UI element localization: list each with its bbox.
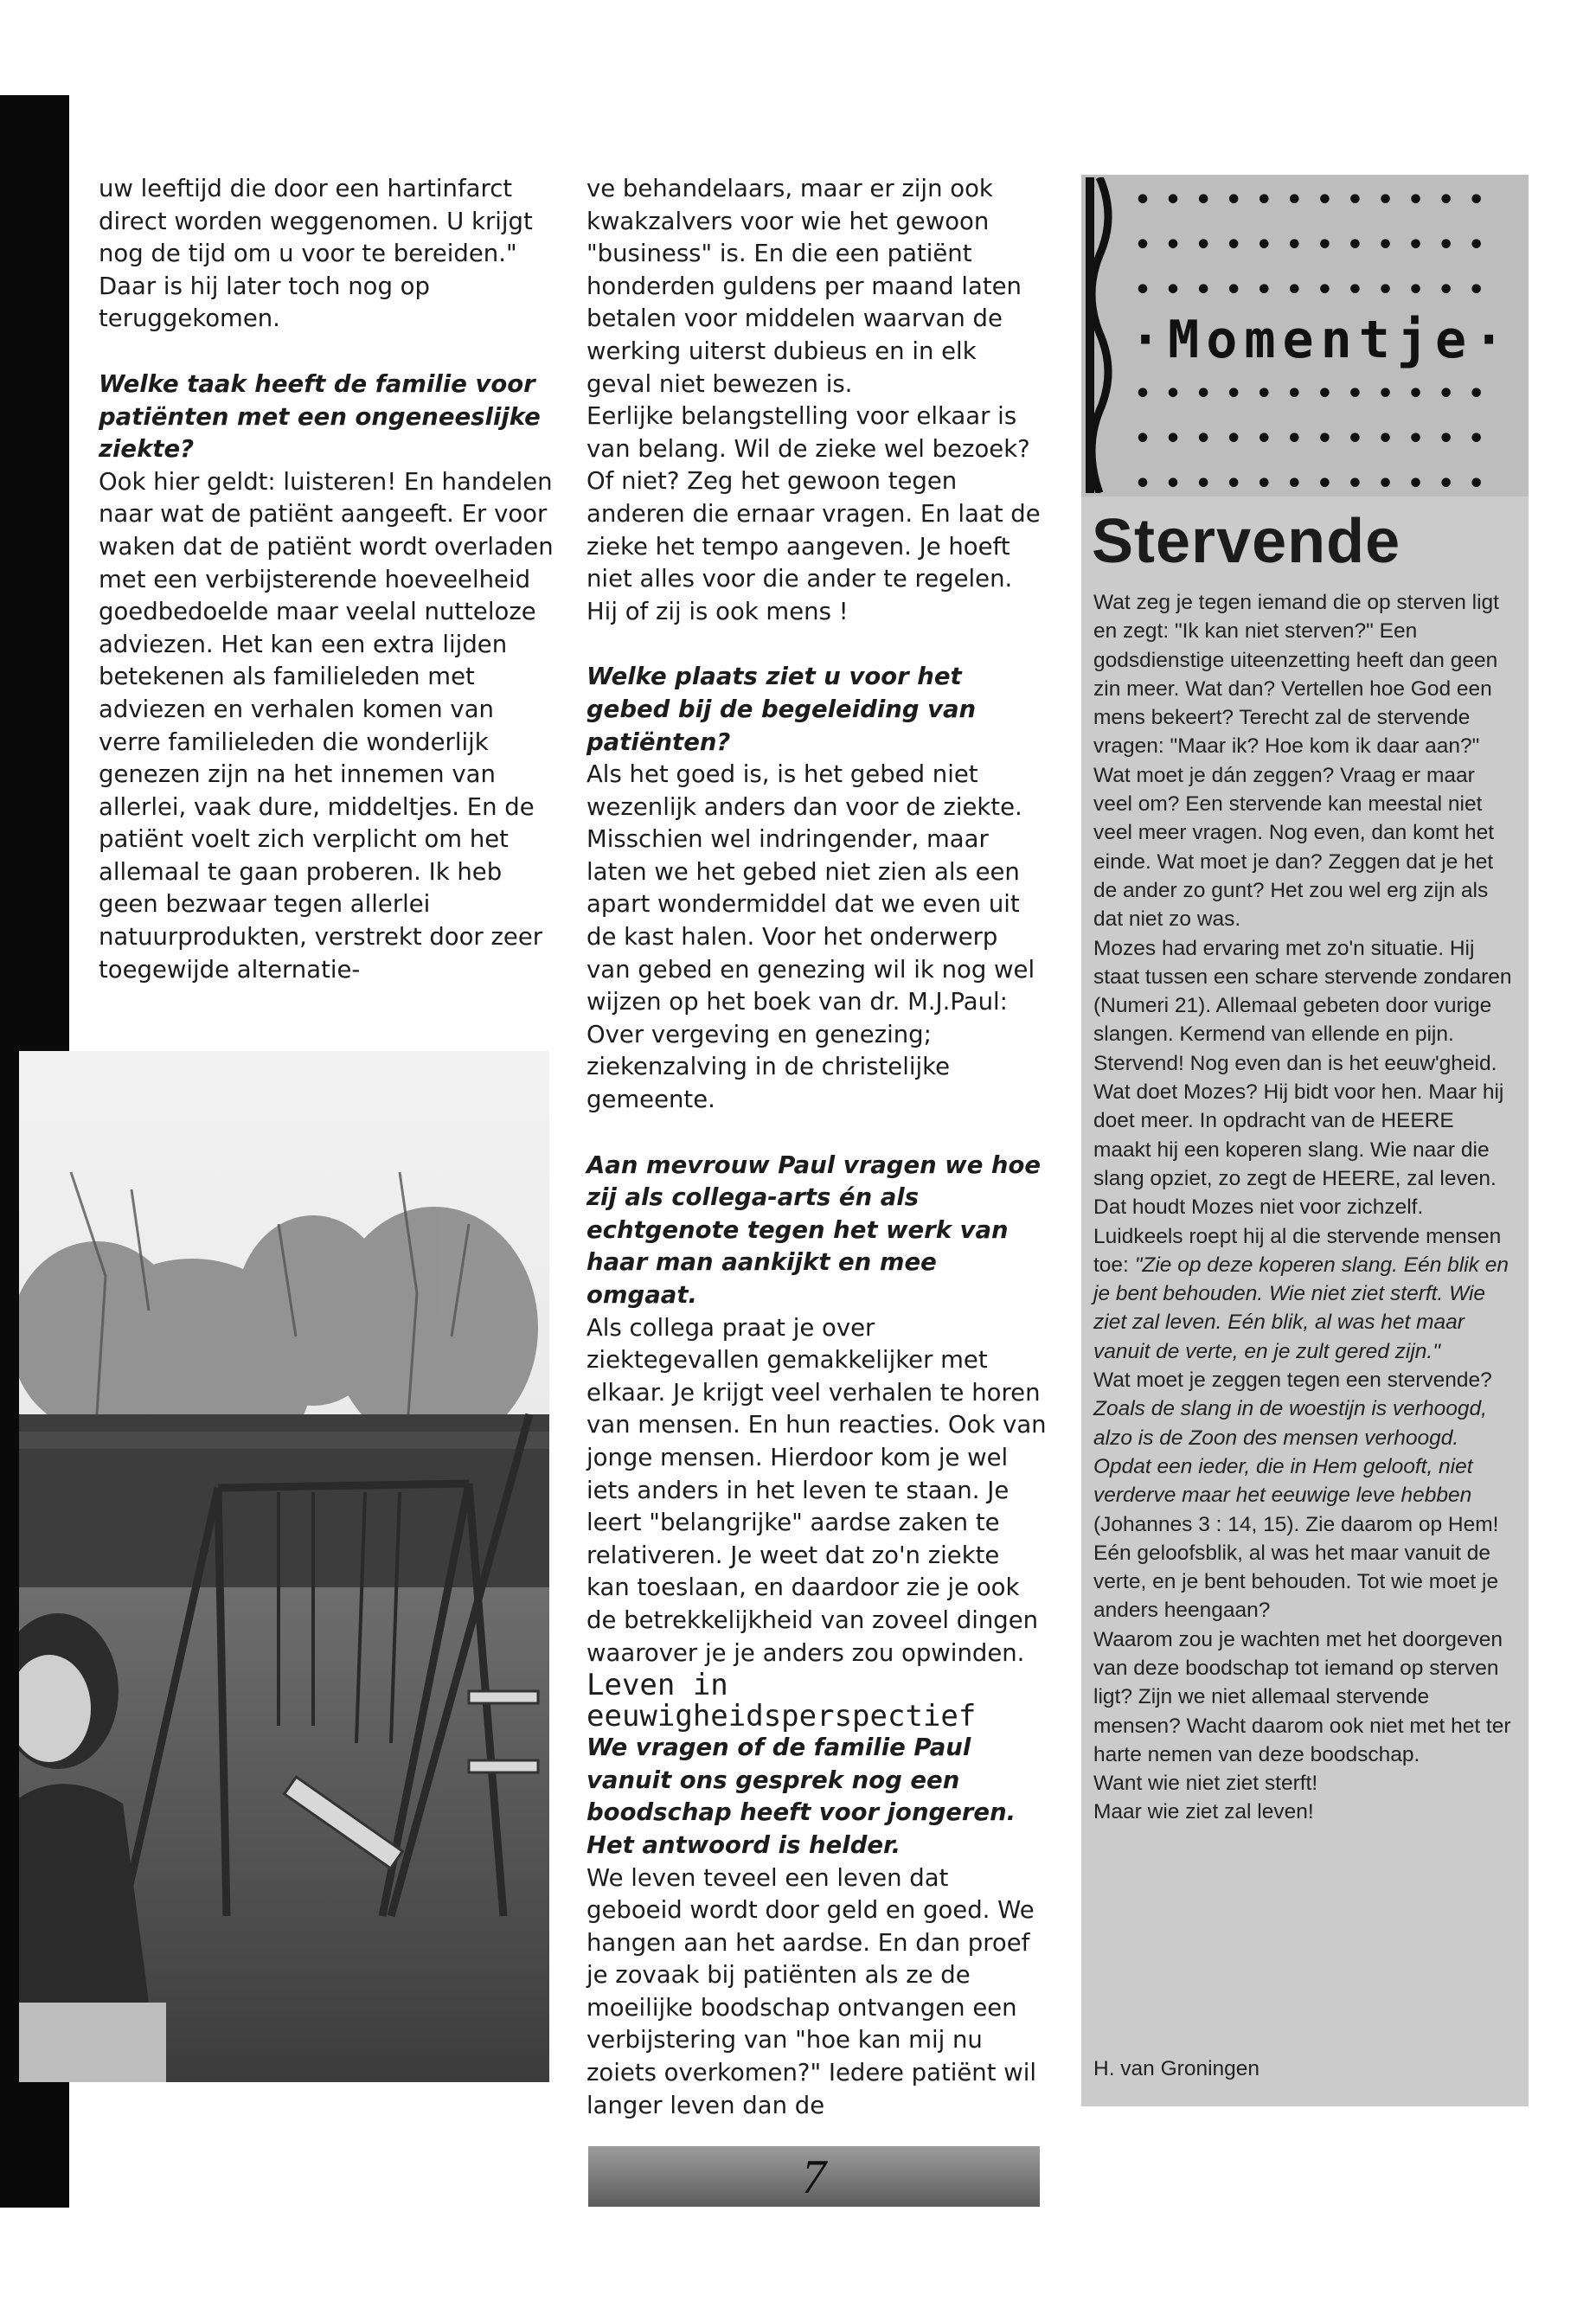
sidebar-author: H. van Groningen <box>1093 2057 1260 2080</box>
page-number: 7 <box>802 2150 826 2204</box>
col1-paragraph-1: uw leeftijd die door een hartinfarct direct worden weggenomen. U krijgt nog de tijd om u voor te bereiden." Daar is hij later toch nog op teruggekomen. <box>99 175 533 333</box>
wave-ornament-icon <box>1086 177 1120 493</box>
sidebar-text <box>1093 588 1517 1827</box>
dot-row: •••••••••••• <box>1135 379 1499 409</box>
column-1 <box>99 173 554 986</box>
col2-question-4: We vragen of de familie Paul vanuit ons gesprek nog een boodschap heeft voor jongeren. Het antwoord is helder. <box>586 1734 1016 1859</box>
quote-italic: "Zie op deze koperen slang. Eén blik en je bent behouden. Wie niet ziet sterft. Wie ziet zal leven. Eén blik, al was het maar vanuit de verte, en je zult gered zijn." <box>1093 1253 1509 1363</box>
sidebar-paragraph-3: Dat houdt Mozes niet voor zichzelf. Luidkeels roept hij al die stervende mensen toe: "Zie op deze koperen slang. Eén blik en je bent behouden. Wie niet ziet sterft. Wie ziet zal leven. Eén blik, al was het maar vanuit de verte, en je zult gered zijn." <box>1093 1195 1509 1363</box>
dot-row: •••••••••••• <box>1135 230 1499 260</box>
col1-paragraph-2: Ook hier geldt: luisteren! En handelen naar wat de patiënt aangeeft. Er voor waken dat de patiënt wordt overladen met een verbijsterende hoeveelheid goedbedoelde maar veelal nutteloze adviezen. Het kan een extra lijden betekenen als familieleden met adviezen en verhalen komen van verre familieleden die wonderlijk genezen zijn na het innemen van allerlei, vaak dure, middeltjes. En de patiënt voelt zich verplicht om het allemaal te gaan proberen. Ik heb geen bezwaar tegen allerlei natuurprodukten, verstrekt door zeer toegewijde alternatie- <box>99 467 554 984</box>
section-subheading: Leven in eeuwigheidsperspectief <box>586 1668 977 1734</box>
sidebar-paragraph-4: Wat moet je zeggen tegen een stervende? Zoals de slang in de woestijn is verhoogd, alzo is de Zoon des mensen verhoogd. Opdat een ieder, die in Hem gelooft, niet verderve maar het eeuwige leve hebben (Johannes 3 : 14, 15). Zie daarom op Hem! Eén geloofsblik, al was het maar vanuit de verte, en je bent behouden. Tot wie moet je anders heengaan? <box>1093 1368 1499 1623</box>
sidebar-paragraph-1: Wat zeg je tegen iemand die op sterven ligt en zegt: "Ik kan niet sterven?" Een godsdienstige uiteenzetting heeft dan geen zin meer. Wat dan? Vertellen hoe God een mens bekeert? Terecht zal de stervende vragen: "Maar ik? Hoe kom ik daar aan?" Wat moet je dán zeggen? Vraag er maar veel om? Een stervende kan meestal niet veel meer vragen. Nog even, dan komt het einde. Wat moet je dan? Zeggen dat je het de ander zo gunt? Het zou wel erg zijn als dat niet zo was. <box>1093 591 1499 932</box>
sidebar-paragraph-7: Maar wie ziet zal leven! <box>1093 1800 1314 1824</box>
column-2 <box>586 173 1047 2122</box>
section-label-momentje: ·Momentje· <box>1130 310 1512 370</box>
col2-paragraph-5: We leven teveel een leven dat geboeid wordt door geld en goed. We hangen aan het aardse. En dan proef je zovaak bij patiënten als ze de moeilijke boodschap ontvangen een verbijstering van "hoe kan mij nu zoiets overkomen?" Iedere patiënt wil langer leven dan de <box>586 1863 1037 2119</box>
col1-question-1: Welke taak heeft de familie voor patiënten met een ongeneeslijke ziekte? <box>99 369 541 464</box>
col2-question-2: Welke plaats ziet u voor het gebed bij de begeleiding van patiënten? <box>586 663 977 756</box>
dot-row: •••••••••••• <box>1135 469 1499 499</box>
sidebar-paragraph-5: Waarom zou je wachten met het doorgeven van deze boodschap tot iemand op sterven ligt? Zijn we niet allemaal stervende mensen? Wacht daarom ook niet met het ter harte nemen van deze boodschap. <box>1093 1627 1511 1766</box>
col2-question-3: Aan mevrouw Paul vragen we hoe zij als collega-arts én als echtgenote tegen het werk van haar man aankijkt en mee omgaat. <box>586 1150 1042 1309</box>
col2-paragraph-2: Eerlijke belangstelling voor elkaar is van belang. Wil de zieke wel bezoek? Of niet? Zeg het gewoon tegen anderen die ernaar vragen. En laat de zieke het tempo aangeven. Je hoeft niet alles voor die ander te regelen. Hij of zij is ook mens ! <box>586 402 1041 625</box>
dot-row: •••••••••••• <box>1135 185 1499 215</box>
dot-row: •••••••••••• <box>1135 424 1499 454</box>
dot-row: •••••••••••• <box>1135 275 1499 305</box>
sidebar-paragraph-6: Want wie niet ziet sterft! <box>1093 1772 1318 1796</box>
col2-paragraph-3: Als het goed is, is het gebed niet wezenlijk anders dan voor de ziekte. Misschien wel indringender, maar laten we het gebed niet zien als een apart wondermiddel dat we even uit de kast halen. Voor het onderwerp van gebed en genezing wil ik nog wel wijzen op het boek van dr. M.J.Paul: Over vergeving en genezing; ziekenzalving in de christelijke gemeente. <box>586 760 1035 1114</box>
scripture-italic: Zoals de slang in de woestijn is verhoogd, alzo is de Zoon des mensen verhoogd. Opdat een ieder, die in Hem gelooft, niet verderve maar het eeuwige leve hebben <box>1093 1397 1487 1508</box>
col2-paragraph-4: Als collega praat je over ziektegevallen gemakkelijker met elkaar. Je krijgt veel verhalen te horen van mensen. En hun reacties. Ook van jonge mensen. Hierdoor kom je wel iets anders in het leven te staan. Je leert "belangrijke" aardse zaken te relativeren. Je weet dat zo'n ziekte kan toeslaan, en daardoor zie je ook de betrekkelijkheid van zoveel dingen waarover je je anders zou opwinden. <box>586 1313 1047 1667</box>
col2-paragraph-1: ve behandelaars, maar er zijn ook kwakzalvers voor wie het gewoon "business" is. En die een patiënt honderden guldens per maand laten betalen voor middelen waarvan de werking uiterst dubieus en in elk geval niet bewezen is. <box>586 175 1022 398</box>
sidebar-title: Stervende <box>1092 507 1401 576</box>
sidebar-paragraph-2: Mozes had ervaring met zo'n situatie. Hij staat tussen een schare stervende zondaren (Numeri 21). Allemaal gebeten door vurige slangen. Kermend van ellende en pijn. Stervend! Nog even dan is het eeuw'gheid. Wat doet Mozes? Hij bidt voor hen. Maar hij doet meer. In opdracht van de HEERE maakt hij een koperen slang. Wie naar die slang opziet, zo zegt de HEERE, zal leven. <box>1093 936 1512 1190</box>
photo-playground <box>19 1051 549 2082</box>
